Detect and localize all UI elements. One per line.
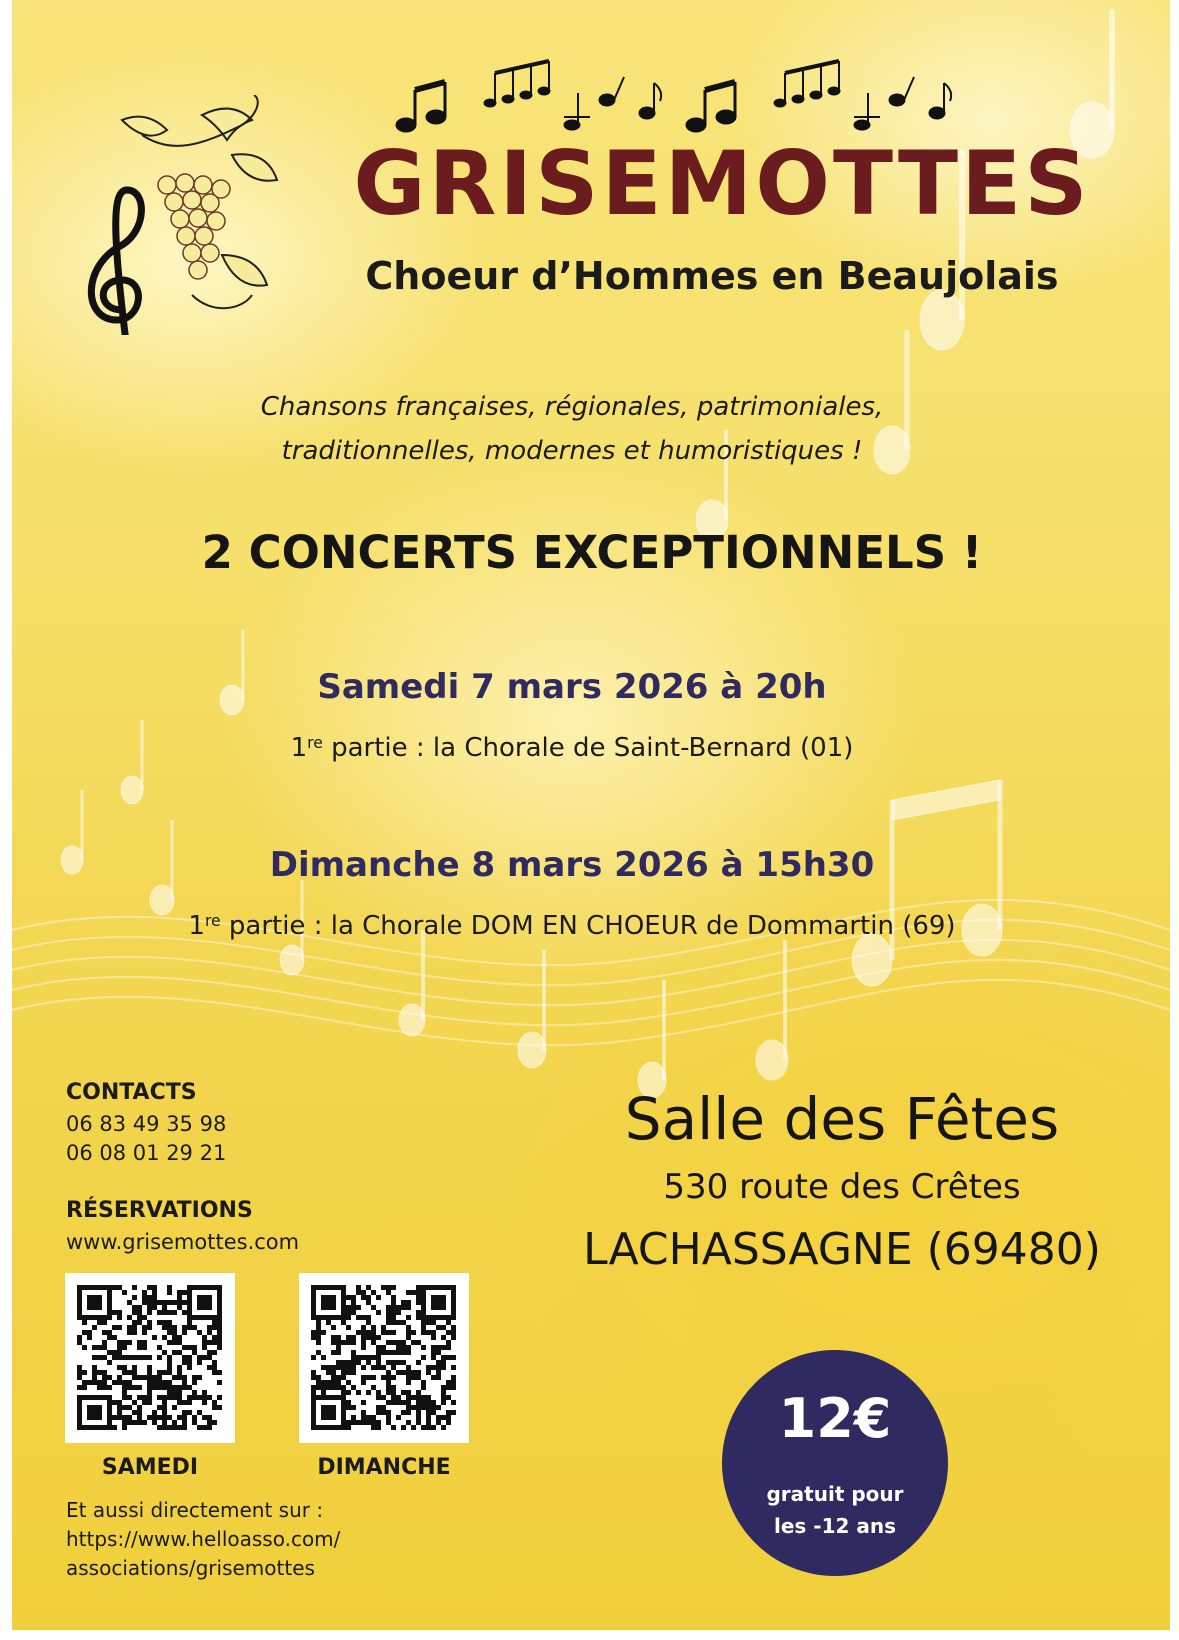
qr-label-samedi: SAMEDI	[101, 1455, 199, 1480]
concert-2-first-part	[122, 913, 1022, 939]
repertoire-tagline	[172, 385, 972, 473]
concert-2-part-text: partie : la Chorale DOM EN CHOEUR de Dommartin (69)	[220, 911, 956, 941]
helloasso-link-line-2[interactable]: associations/grisemottes	[66, 1556, 315, 1580]
choir-title: GRISEMOTTES	[353, 132, 1091, 235]
venue-address: 530 route des Crêtes	[663, 1167, 1021, 1207]
concert-1-part-number: 1	[290, 733, 308, 763]
price-note-line-2: les -12 ans	[773, 1514, 897, 1538]
concert-2-part-number: 1	[188, 911, 205, 941]
price-badge	[722, 1350, 948, 1576]
venue-city: LACHASSAGNE (69480)	[583, 1224, 1101, 1275]
qr-code-icon	[65, 1273, 235, 1443]
price-amount: 12€	[778, 1387, 892, 1450]
qr-code-icon	[299, 1273, 469, 1443]
music-notes-icon	[392, 55, 982, 140]
reservations-title: RÉSERVATIONS	[66, 1198, 253, 1223]
choir-subtitle: Choeur d’Hommes en Beaujolais	[365, 254, 1059, 298]
venue-name: Salle des Fêtes	[624, 1085, 1060, 1153]
qr-code-samedi[interactable]	[65, 1273, 235, 1443]
tagline-line-1: Chansons françaises, régionales, patrimoniales,	[260, 392, 884, 422]
price-note	[735, 1478, 935, 1542]
concert-2-date: Dimanche 8 mars 2026 à 15h30	[269, 845, 875, 885]
helloasso-intro: Et aussi directement sur :	[66, 1498, 324, 1522]
poster	[12, 0, 1170, 1630]
concert-1-first-part	[172, 735, 972, 761]
qr-label-dimanche: DIMANCHE	[317, 1455, 451, 1480]
contact-phone-2[interactable]: 06 08 01 29 21	[66, 1141, 227, 1165]
concerts-headline: 2 CONCERTS EXCEPTIONNELS !	[201, 526, 983, 579]
contact-phone-1[interactable]: 06 83 49 35 98	[66, 1112, 227, 1136]
concert-1-date: Samedi 7 mars 2026 à 20h	[317, 667, 827, 707]
qr-code-dimanche[interactable]	[299, 1273, 469, 1443]
price-note-line-1: gratuit pour	[766, 1482, 904, 1506]
concert-1-part-ordinal: re	[307, 734, 323, 753]
reservations-url-link[interactable]: www.grisemottes.com	[66, 1230, 300, 1254]
contacts-title: CONTACTS	[66, 1080, 197, 1105]
treble-clef-grape-vine-logo	[82, 95, 282, 335]
helloasso-link-line-1[interactable]: https://www.helloasso.com/	[66, 1527, 341, 1551]
concert-2-part-ordinal: re	[204, 912, 221, 931]
concert-1-part-text: partie : la Chorale de Saint-Bernard (01)	[322, 733, 854, 763]
tagline-line-2: traditionnelles, modernes et humoristiques !	[281, 436, 863, 466]
